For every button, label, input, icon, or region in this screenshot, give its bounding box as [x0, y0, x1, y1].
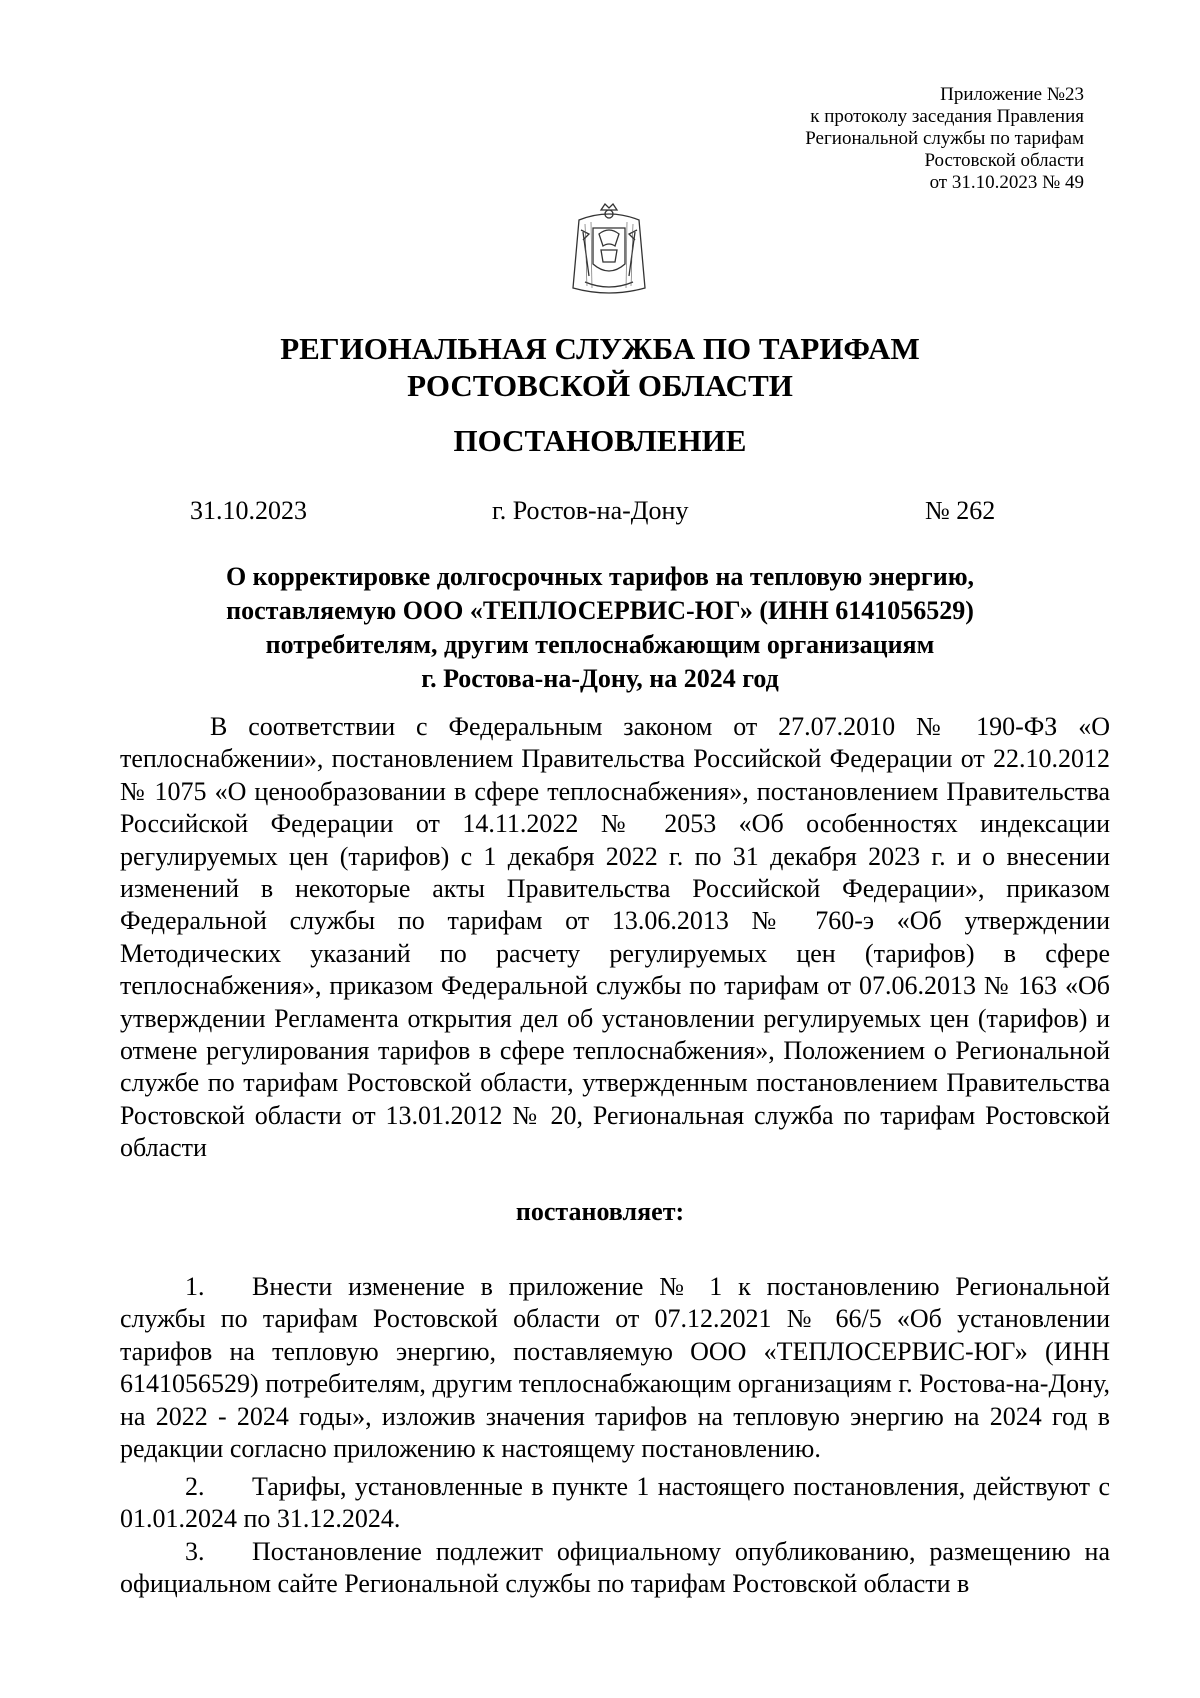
appendix-line: Ростовской области	[924, 150, 1084, 171]
resolution-item	[120, 1271, 1110, 1465]
subject-line: г. Ростова-на-Дону, на 2024 год	[421, 664, 779, 693]
document-subject	[120, 560, 1080, 696]
resolution-item	[120, 1536, 1110, 1601]
resolves-heading: постановляет:	[515, 1197, 685, 1226]
organization-name	[0, 330, 1200, 404]
appendix-line: Приложение №23	[940, 84, 1084, 105]
appendix-line: от 31.10.2023 № 49	[929, 172, 1084, 193]
organization-line: РОСТОВСКОЙ ОБЛАСТИ	[407, 368, 793, 403]
organization-line: РЕГИОНАЛЬНАЯ СЛУЖБА ПО ТАРИФАМ	[280, 331, 920, 366]
document-city: г. Ростов-на-Дону	[492, 496, 689, 525]
appendix-line: к протоколу заседания Правления	[810, 106, 1084, 127]
item-number: 1.	[185, 1272, 205, 1301]
subject-line: поставляемую ООО «ТЕПЛОСЕРВИС-ЮГ» (ИНН 6141056529)	[226, 596, 974, 625]
item-number: 3.	[185, 1537, 205, 1566]
subject-line: О корректировке долгосрочных тарифов на тепловую энергию,	[225, 562, 975, 591]
item-text: Тарифы, установленные в пункте 1 настоящего постановления, действуют с 01.01.2024 по 31.12.2024.	[120, 1472, 1110, 1534]
document-type: ПОСТАНОВЛЕНИЕ	[453, 423, 747, 458]
coat-of-arms-icon	[565, 202, 653, 300]
appendix-line: Региональной службы по тарифам	[805, 128, 1084, 149]
preamble-paragraph: В соответствии с Федеральным законом от 27.07.2010 № 190-ФЗ «О теплоснабжении», постановлением Правительства Российской Федерации от 22.10.2012 № 1075 «О ценообразовании в сфере теплоснабжения», постановлением Правительства Российской Федерации от 14.11.2022 № 2053 «Об особенностях индексации регулируемых цен (тарифов) с 1 декабря 2022 г. по 31 декабря 2023 г. и о внесении изменений в некоторые акты Правительства Российской Федерации», приказом Федеральной службы по тарифам от 13.06.2013 № 760-э «Об утверждении Методических указаний по расчету регулируемых цен (тарифов) в сфере теплоснабжения», приказом Федеральной службы по тарифам от 07.06.2013 № 163 «Об утверждении Регламента открытия дел об установлении регулируемых цен (тарифов) и отмене регулирования тарифов в сфере теплоснабжения», Положением о Региональной службе по тарифам Ростовской области, утвержденным постановлением Правительства Ростовской области от 13.01.2012 № 20, Региональная служба по тарифам Ростовской области	[120, 712, 1110, 1163]
document-number: № 262	[925, 496, 996, 525]
item-number: 2.	[185, 1472, 205, 1501]
subject-line: потребителям, другим теплоснабжающим организациям	[265, 630, 935, 659]
appendix-note	[805, 84, 1084, 194]
resolution-item	[120, 1471, 1110, 1536]
item-text: Внести изменение в приложение № 1 к постановлению Региональной службы по тарифам Ростовской области от 07.12.2021 № 66/5 «Об установлении тарифов на тепловую энергию, поставляемую ООО «ТЕПЛОСЕРВИС-ЮГ» (ИНН 6141056529) потребителям, другим теплоснабжающим организациям г. Ростова-на-Дону, на 2022 - 2024 годы», изложив значения тарифов на тепловую энергию на 2024 год в редакции согласно приложению к настоящему постановлению.	[120, 1272, 1110, 1464]
item-text: Постановление подлежит официальному опубликованию, размещению на официальном сайте Региональной службы по тарифам Ростовской области в	[120, 1537, 1110, 1599]
document-date: 31.10.2023	[190, 496, 307, 525]
